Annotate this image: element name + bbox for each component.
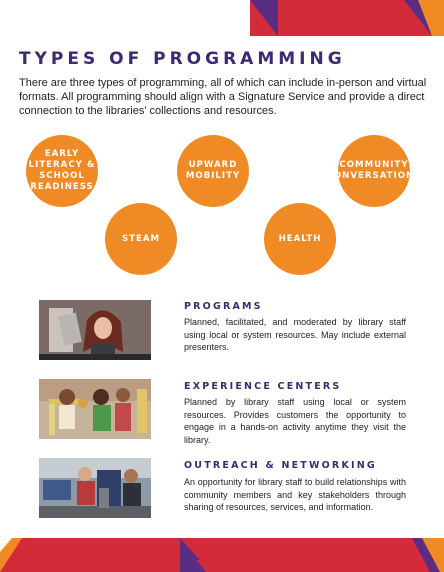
category-circle-health [264, 203, 336, 275]
programs-description: Planned, facilitated, and moderated by library staff using local or system resources. May include external presenters. [184, 317, 406, 352]
outreach-heading: OUTREACH & NETWORKING [184, 460, 377, 471]
experience-centers-description: Planned by library staff using local or system resources. Provides customers the opportunity to engage in a hands-on activity anytime they visit the library. [184, 397, 406, 445]
programs-heading: PROGRAMS [184, 301, 263, 312]
category-circle-upward-mobility [177, 135, 249, 207]
experience-centers-photo [39, 379, 151, 439]
experience-centers-heading: EXPERIENCE CENTERS [184, 381, 342, 392]
intro-paragraph: There are three types of programming, all of which can include in-person and virtual formats. All programming should align with a Signature Service and provide a direct connection to the libraries' collections and resources. [19, 77, 427, 117]
page-title: TYPES OF PROGRAMMING [19, 49, 346, 69]
category-label: UPWARD MOBILITY [185, 160, 241, 181]
outreach-photo [39, 458, 151, 518]
category-circle-early-literacy [26, 135, 98, 207]
category-label: COMMUNITY CONVERSATIONS [326, 160, 422, 181]
category-label: STEAM [121, 233, 161, 244]
category-label: EARLY LITERACY & SCHOOL READINESS [28, 149, 96, 192]
category-label: HEALTH [278, 233, 322, 244]
category-circle-steam [105, 203, 177, 275]
category-circle-community-conversations [326, 135, 422, 207]
top-decorative-band [0, 0, 444, 36]
outreach-description: An opportunity for library staff to build relationships with community members and key stakeholders through sharing of resources, services, and information. [184, 477, 406, 512]
bottom-decorative-band [0, 538, 444, 572]
programs-photo [39, 300, 151, 360]
